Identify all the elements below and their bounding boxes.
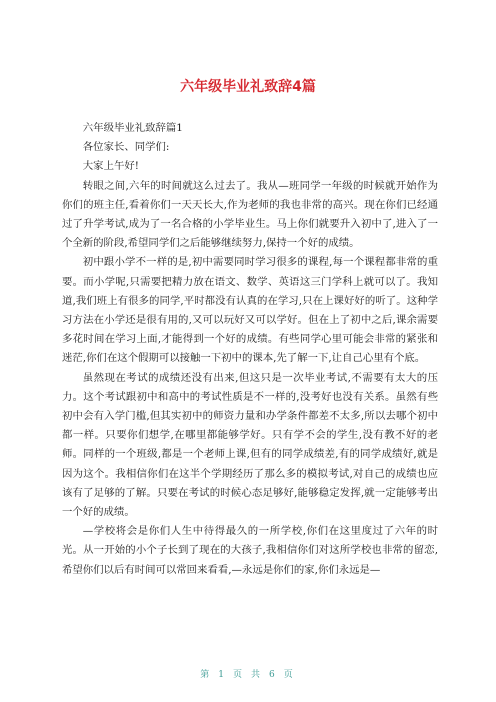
section-heading: 六年级毕业礼致辞篇1: [82, 122, 183, 134]
page-footer: [0, 669, 496, 681]
body-paragraph: 虽然现在考试的成绩还没有出来,但这只是一次毕业考试,不需要有太大的压力。这个考试跟初中和高中的考试性质是不一样的,没考好也没有关系。虽然有些初中会有入学门槛,但其实初中的师资力量和办学条件都差不太多,所以去哪个初中都一样。只要你们想学,在哪里都能够学好。只有学不会的学生,没有教不好的老师。同样的一个班级,都是一个老师上课,但有的同学成绩差,有的同学成绩好,就是因为这个。我相信你们在这半个学期经历了那么多的模拟考试,对自己的成绩也应该有了足够的了解。只要在考试的时候心态足够好,能够稳定发挥,就一定能够考出一个好的成绩。: [62, 371, 438, 519]
footer-page-word: 第: [200, 670, 213, 680]
footer-total-unit: 页: [283, 670, 296, 680]
footer-page-unit: 页: [232, 670, 245, 680]
footer-page-number: 1: [218, 670, 227, 680]
body-paragraph: 转眼之间,六年的时间就这么过去了。我从—班同学一年级的时候就开始作为你们的班主任,看着你们一天天长大,作为老师的我也非常的高兴。现在你们已经通过了升学考试,成为了一名合格的小学毕业生。马上你们就要升入初中了,进入了一个全新的阶段,希望同学们之后能够继续努力,保持一个好的成绩。: [62, 179, 438, 250]
greeting: 大家上午好!: [82, 160, 139, 173]
footer-total-word: 共: [251, 670, 264, 680]
body-paragraph: 初中跟小学不一样的是,初中需要同时学习很多的课程,每一个课程都非常的重要。而小学呢,只需要把精力放在语文、数学、英语这三门学科上就可以了。我知道,我们班上有很多的同学,平时都没有认真的在学习,只在上课好好的听了。这种学习方法在小学还是很有用的,又可以玩好又可以学好。但在上了初中之后,课余需要多花时间在学习上面,才能得到一个好的成绩。有些同学心里可能会非常的紧张和迷茫,你们在这个假期可以接触一下初中的课本,先了解一下,让自己心里有个底。: [62, 256, 438, 365]
document-title: 六年级毕业礼致辞4篇: [180, 79, 316, 95]
footer-total-pages: 6: [269, 670, 278, 680]
salutation: 各位家长、同学们:: [82, 141, 170, 154]
document-body: [62, 119, 438, 580]
body-paragraph: —学校将会是你们人生中待得最久的一所学校,你们在这里度过了六年的时光。从一开始的小个子长到了现在的大孩子,我相信你们对这所学校也非常的留恋,希望你们以后有时间可以常回来看看,—永远是你们的家,你们永远是—: [62, 525, 438, 576]
